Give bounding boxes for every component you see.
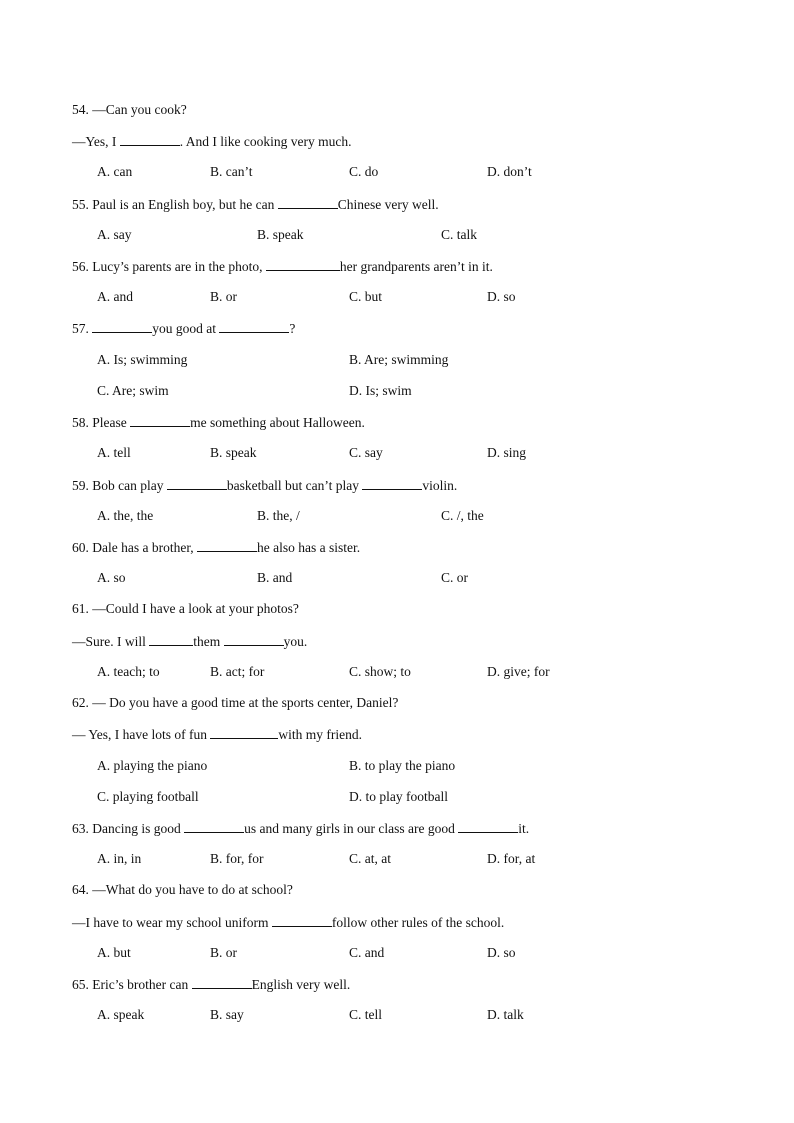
q57-options-row2 (0, 383, 794, 399)
q58-option-a[interactable]: A. tell (97, 445, 131, 460)
q54-reply (72, 133, 351, 150)
q55-options (0, 227, 794, 243)
q65-stem (72, 976, 350, 993)
q56-options (0, 289, 794, 305)
q57-number: 57. (72, 321, 89, 336)
q62-reply-text: — Yes, I have lots of fun (72, 727, 207, 742)
q56-tail: her grandparents aren’t in it. (339, 259, 493, 274)
q56-option-c[interactable]: C. but (349, 289, 383, 304)
q54-blank[interactable] (120, 133, 180, 146)
q54-option-b[interactable]: B. can’t (210, 164, 253, 179)
q63-tail: it. (518, 821, 530, 836)
q56-text: 56. Lucy’s parents are in the photo, (72, 259, 263, 274)
q63-text: 63. Dancing is good (72, 821, 181, 836)
q59-blank-1[interactable] (167, 477, 227, 490)
q60-blank[interactable] (197, 539, 257, 552)
q63-option-b[interactable]: B. for, for (210, 851, 264, 866)
q63-option-c[interactable]: C. at, at (349, 851, 391, 866)
q64-prompt: 64. —What do you have to do at school? (72, 882, 293, 897)
q65-option-a[interactable]: A. speak (97, 1007, 145, 1022)
q54-number: 54. (72, 102, 89, 117)
q57-text: you good at (152, 321, 216, 336)
q62-option-d[interactable]: D. to play football (349, 789, 448, 804)
q64-reply-tail: follow other rules of the school. (331, 915, 505, 930)
q54-reply-tail: . And I like cooking very much. (179, 134, 352, 149)
q55-option-b[interactable]: B. speak (257, 227, 304, 242)
q61-option-b[interactable]: B. act; for (210, 664, 265, 679)
q63-options (0, 851, 794, 867)
q61-option-d[interactable]: D. give; for (487, 664, 550, 679)
q55-tail: Chinese very well. (337, 197, 439, 212)
q57-option-b[interactable]: B. Are; swimming (349, 352, 449, 367)
q61-reply-tail: you. (283, 634, 308, 649)
q63-option-a[interactable]: A. in, in (97, 851, 142, 866)
q54-option-c[interactable]: C. do (349, 164, 379, 179)
q62-option-c[interactable]: C. playing football (97, 789, 199, 804)
q61-reply-text: —Sure. I will (72, 634, 146, 649)
q58-tail: me something about Halloween. (190, 415, 365, 430)
q61-blank-1[interactable] (149, 633, 193, 646)
q57-blank-1[interactable] (92, 320, 152, 333)
q58-options (0, 445, 794, 461)
q63-mid: us and many girls in our class are good (244, 821, 455, 836)
q54-options (0, 164, 794, 180)
q64-options (0, 945, 794, 961)
q61-prompt: 61. —Could I have a look at your photos? (72, 601, 299, 616)
q62-option-b[interactable]: B. to play the piano (349, 758, 456, 773)
q64-option-c[interactable]: C. and (349, 945, 385, 960)
q61-option-c[interactable]: C. show; to (349, 664, 411, 679)
q61-reply (72, 633, 307, 650)
q54-prompt (72, 102, 187, 118)
q65-tail: English very well. (251, 977, 351, 992)
q63-blank-1[interactable] (184, 820, 244, 833)
q62-options-row1 (0, 758, 794, 774)
q64-option-b[interactable]: B. or (210, 945, 237, 960)
q60-option-b[interactable]: B. and (257, 570, 293, 585)
q59-option-a[interactable]: A. the, the (97, 508, 154, 523)
q62-option-a[interactable]: A. playing the piano (97, 758, 208, 773)
q58-blank[interactable] (130, 414, 190, 427)
q60-option-c[interactable]: C. or (441, 570, 468, 585)
q65-blank[interactable] (192, 976, 252, 989)
q57-option-d[interactable]: D. Is; swim (349, 383, 412, 398)
q56-option-a[interactable]: A. and (97, 289, 133, 304)
q65-option-b[interactable]: B. say (210, 1007, 244, 1022)
q57-stem (72, 320, 295, 337)
q65-option-d[interactable]: D. talk (487, 1007, 524, 1022)
q58-option-c[interactable]: C. say (349, 445, 383, 460)
q65-text: 65. Eric’s brother can (72, 977, 189, 992)
q61-options (0, 664, 794, 680)
q54-reply-text: —Yes, I (72, 134, 117, 149)
q55-option-a[interactable]: A. say (97, 227, 132, 242)
q55-blank[interactable] (278, 196, 338, 209)
q63-blank-2[interactable] (458, 820, 518, 833)
q61-blank-2[interactable] (224, 633, 284, 646)
q64-reply (72, 914, 504, 931)
q57-options-row1 (0, 352, 794, 368)
q55-stem (72, 196, 439, 213)
q64-blank[interactable] (272, 914, 332, 927)
q58-option-d[interactable]: D. sing (487, 445, 527, 460)
q54-option-d[interactable]: D. don’t (487, 164, 532, 179)
q59-option-c[interactable]: C. /, the (441, 508, 484, 523)
q60-text: 60. Dale has a brother, (72, 540, 194, 555)
q64-option-a[interactable]: A. but (97, 945, 131, 960)
q59-tail: violin. (422, 478, 458, 493)
q56-blank[interactable] (266, 258, 340, 271)
q57-tail: ? (289, 321, 296, 336)
q64-option-d[interactable]: D. so (487, 945, 516, 960)
q54-option-a[interactable]: A. can (97, 164, 133, 179)
q56-option-b[interactable]: B. or (210, 289, 237, 304)
q61-option-a[interactable]: A. teach; to (97, 664, 160, 679)
q60-stem (72, 539, 360, 556)
q57-option-a[interactable]: A. Is; swimming (97, 352, 188, 367)
q58-option-b[interactable]: B. speak (210, 445, 257, 460)
q59-stem (72, 477, 457, 494)
q55-text: 55. Paul is an English boy, but he can (72, 197, 275, 212)
q63-option-d[interactable]: D. for, at (487, 851, 536, 866)
q56-stem (72, 258, 493, 275)
q59-option-b[interactable]: B. the, / (257, 508, 300, 523)
q65-options (0, 1007, 794, 1023)
q61-reply-mid: them (193, 634, 221, 649)
q54-prompt-text: —Can you cook? (92, 102, 187, 117)
q63-stem (72, 820, 529, 837)
q62-reply (72, 726, 362, 743)
q62-reply-tail: with my friend. (278, 727, 362, 742)
q57-option-c[interactable]: C. Are; swim (97, 383, 169, 398)
q58-stem (72, 414, 365, 431)
q59-text: 59. Bob can play (72, 478, 164, 493)
q60-options (0, 570, 794, 586)
q58-text: 58. Please (72, 415, 127, 430)
q62-options-row2 (0, 789, 794, 805)
q65-option-c[interactable]: C. tell (349, 1007, 382, 1022)
q57-blank-2[interactable] (219, 320, 289, 333)
q55-option-c[interactable]: C. talk (441, 227, 477, 242)
q62-prompt: 62. — Do you have a good time at the sports center, Daniel? (72, 695, 399, 710)
q60-tail: he also has a sister. (257, 540, 361, 555)
q56-option-d[interactable]: D. so (487, 289, 516, 304)
q60-option-a[interactable]: A. so (97, 570, 126, 585)
q64-reply-text: —I have to wear my school uniform (72, 915, 269, 930)
q62-blank[interactable] (210, 726, 278, 739)
q59-options (0, 508, 794, 524)
q59-mid: basketball but can’t play (226, 478, 359, 493)
q59-blank-2[interactable] (362, 477, 422, 490)
